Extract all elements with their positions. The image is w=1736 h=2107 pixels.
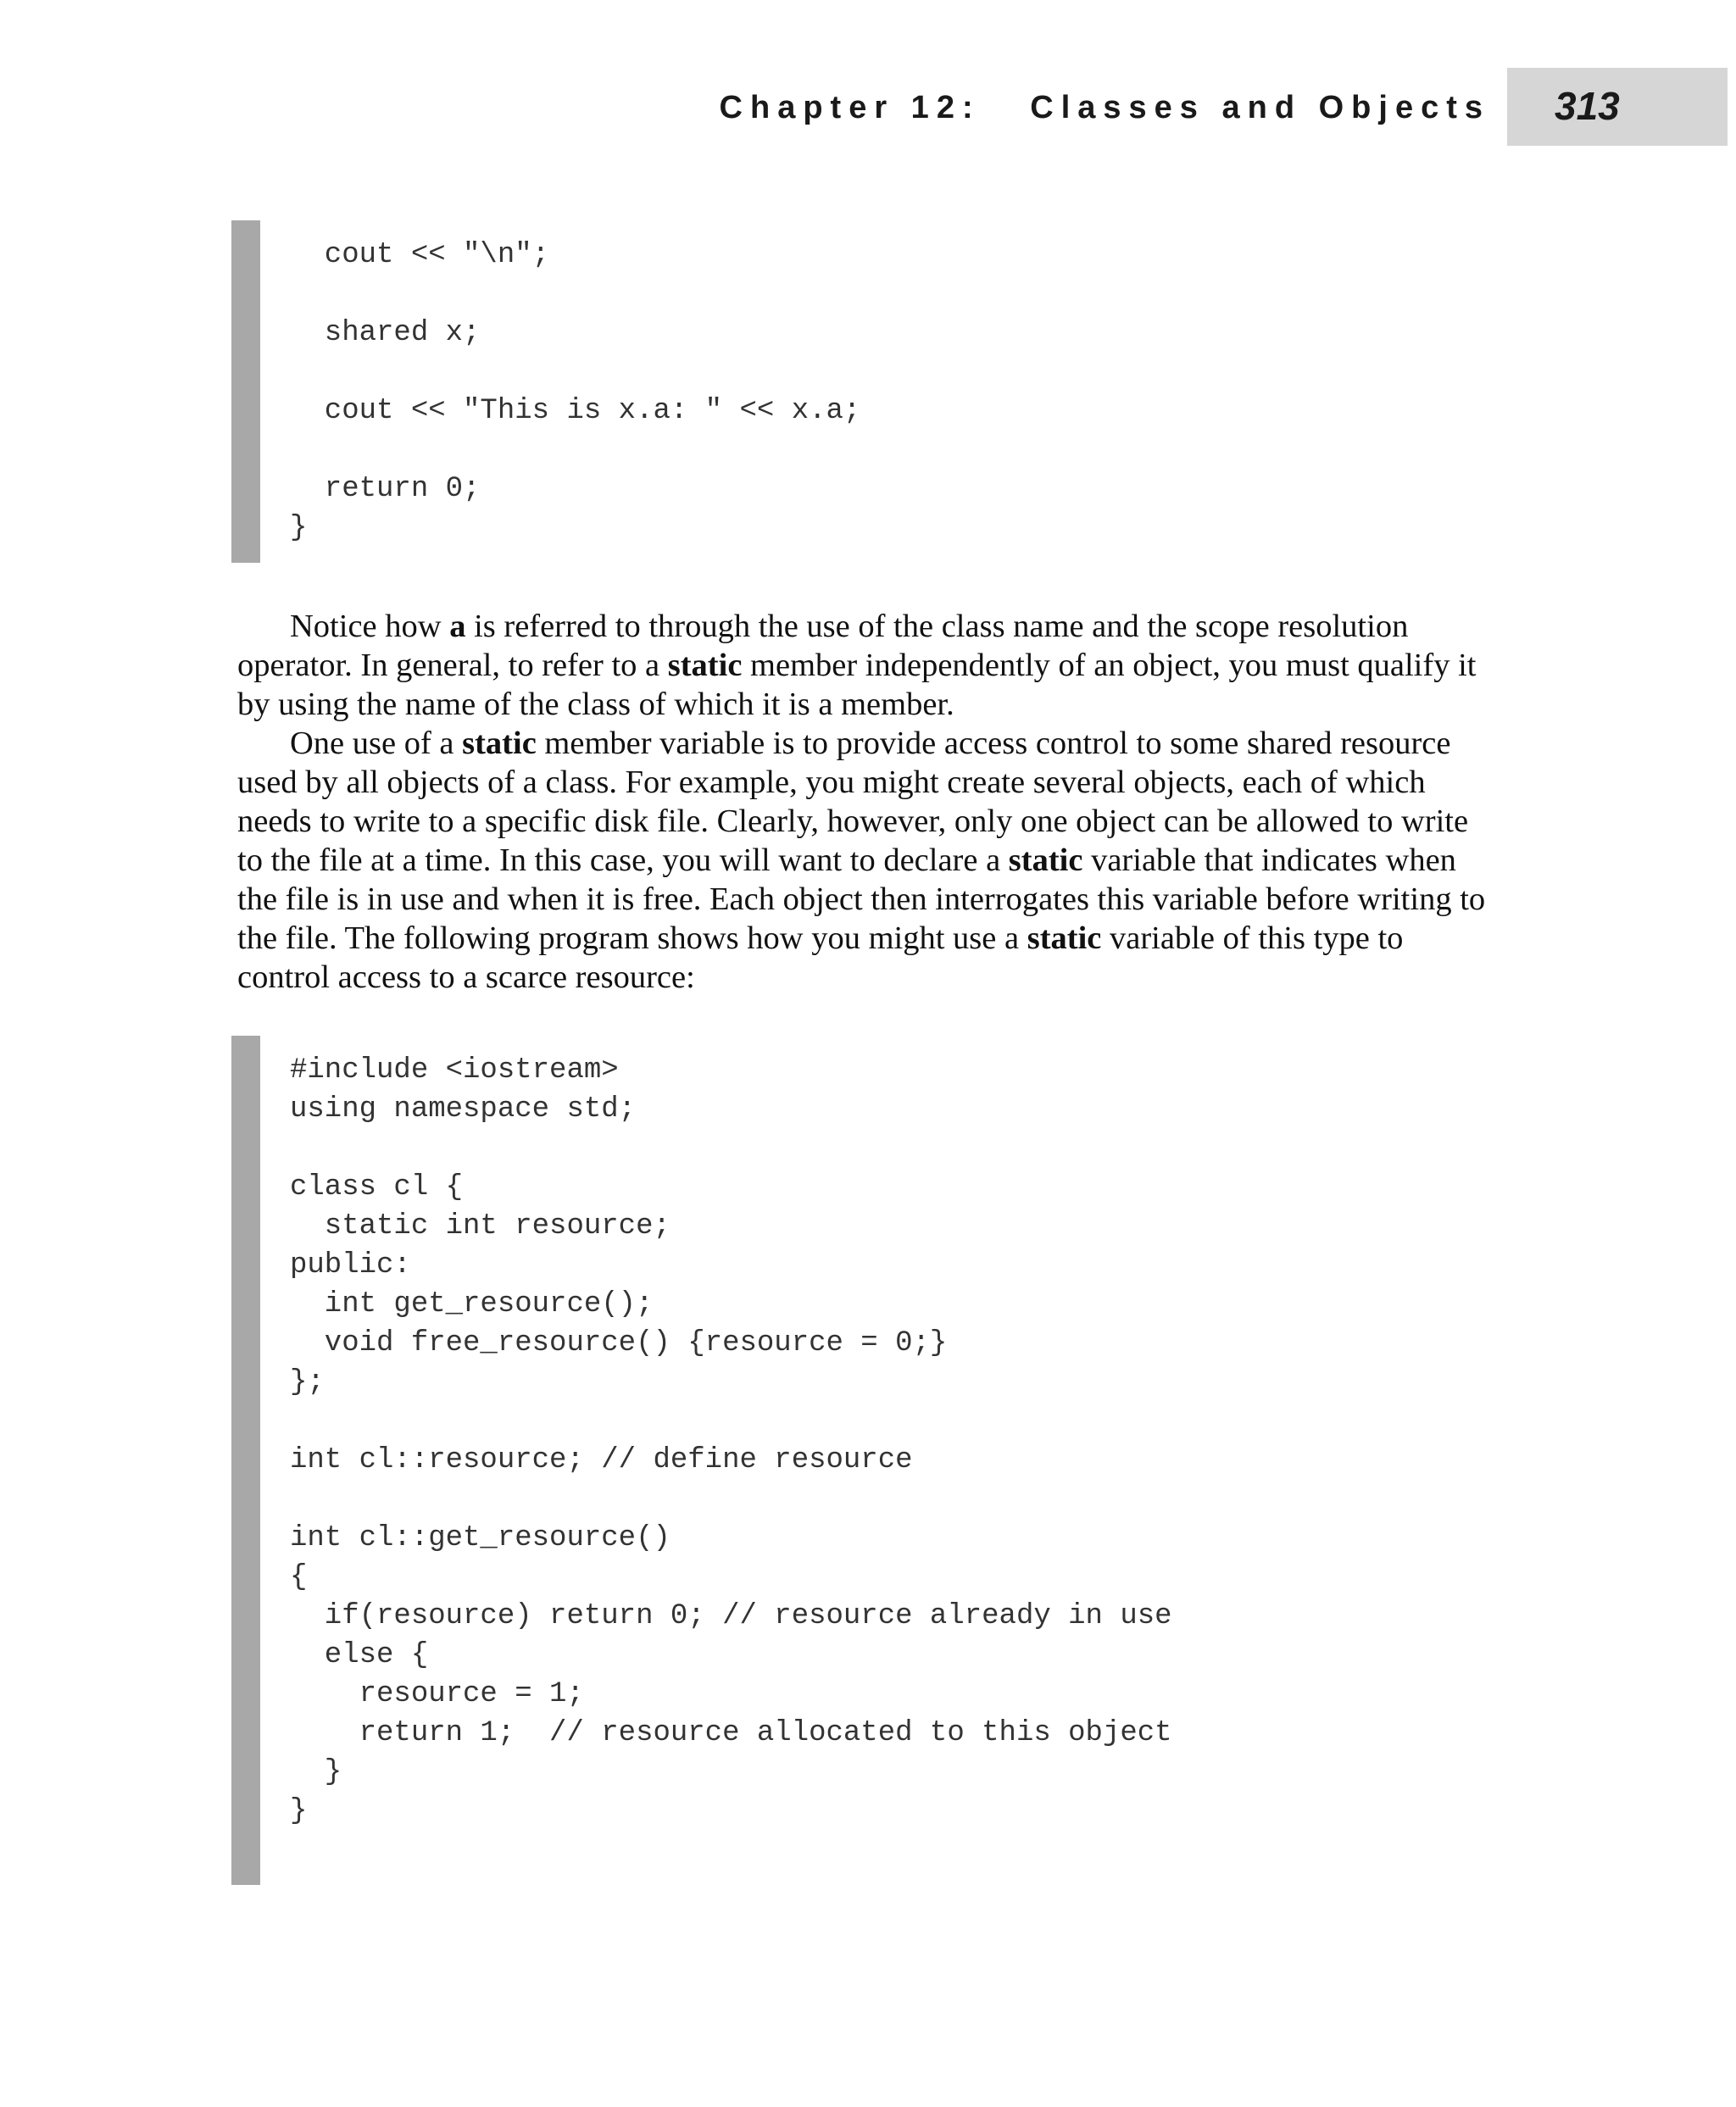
code-line: return 0; (290, 473, 481, 505)
paragraph-1: Notice how a is referred to through the use of the class name and the scope resolution operator. In general, to refer to a static member independently of an object, you must qualify it by using the name of the class of which it is a member. (237, 609, 1477, 722)
code-line: { (290, 1561, 308, 1593)
code-block-bar-bottom (231, 1036, 260, 1885)
code-line: cout << "This is x.a: " << x.a; (290, 395, 861, 427)
code-line: shared x; (290, 317, 481, 349)
code-line: void free_resource() {resource = 0;} (290, 1327, 948, 1359)
code-line: cout << "\n"; (290, 239, 550, 271)
paragraph-2: One use of a static member variable is to provide access control to some shared resource used by all objects of a class. For example, you might create several objects, each of which needs to write to a specific disk file. Clearly, however, only one object can be allowed to write to the file at a time. In this case, you will want to declare a static variable that indicates when the file is in use and when it is free. Each object then interrogates this variable before writing to the file. The following program shows how you might use a static variable of this type to control access to a scarce resource: (237, 725, 1486, 995)
code-line: int get_resource(); (290, 1288, 654, 1320)
code-line: #include <iostream> (290, 1054, 619, 1087)
code-line: using namespace std; (290, 1093, 637, 1126)
code-line: else { (290, 1639, 429, 1671)
code-line: return 1; // resource allocated to this object (290, 1717, 1172, 1749)
page-number: 313 (1555, 84, 1620, 128)
running-header-title: Chapter 12: Classes and Objects (719, 90, 1490, 125)
code-line: int cl::resource; // define resource (290, 1444, 913, 1476)
code-line: int cl::get_resource() (290, 1522, 670, 1554)
code-line: public: (290, 1249, 411, 1281)
code-line: static int resource; (290, 1210, 670, 1243)
code-block-bar-top (231, 220, 260, 563)
code-line: } (290, 1795, 308, 1827)
code-line: }; (290, 1366, 325, 1398)
code-line: class cl { (290, 1171, 464, 1204)
code-line: resource = 1; (290, 1678, 584, 1710)
code-line: if(resource) return 0; // resource already in use (290, 1600, 1172, 1632)
code-line: } (290, 512, 308, 544)
body-text (237, 607, 1500, 997)
code-line: } (290, 1756, 342, 1788)
